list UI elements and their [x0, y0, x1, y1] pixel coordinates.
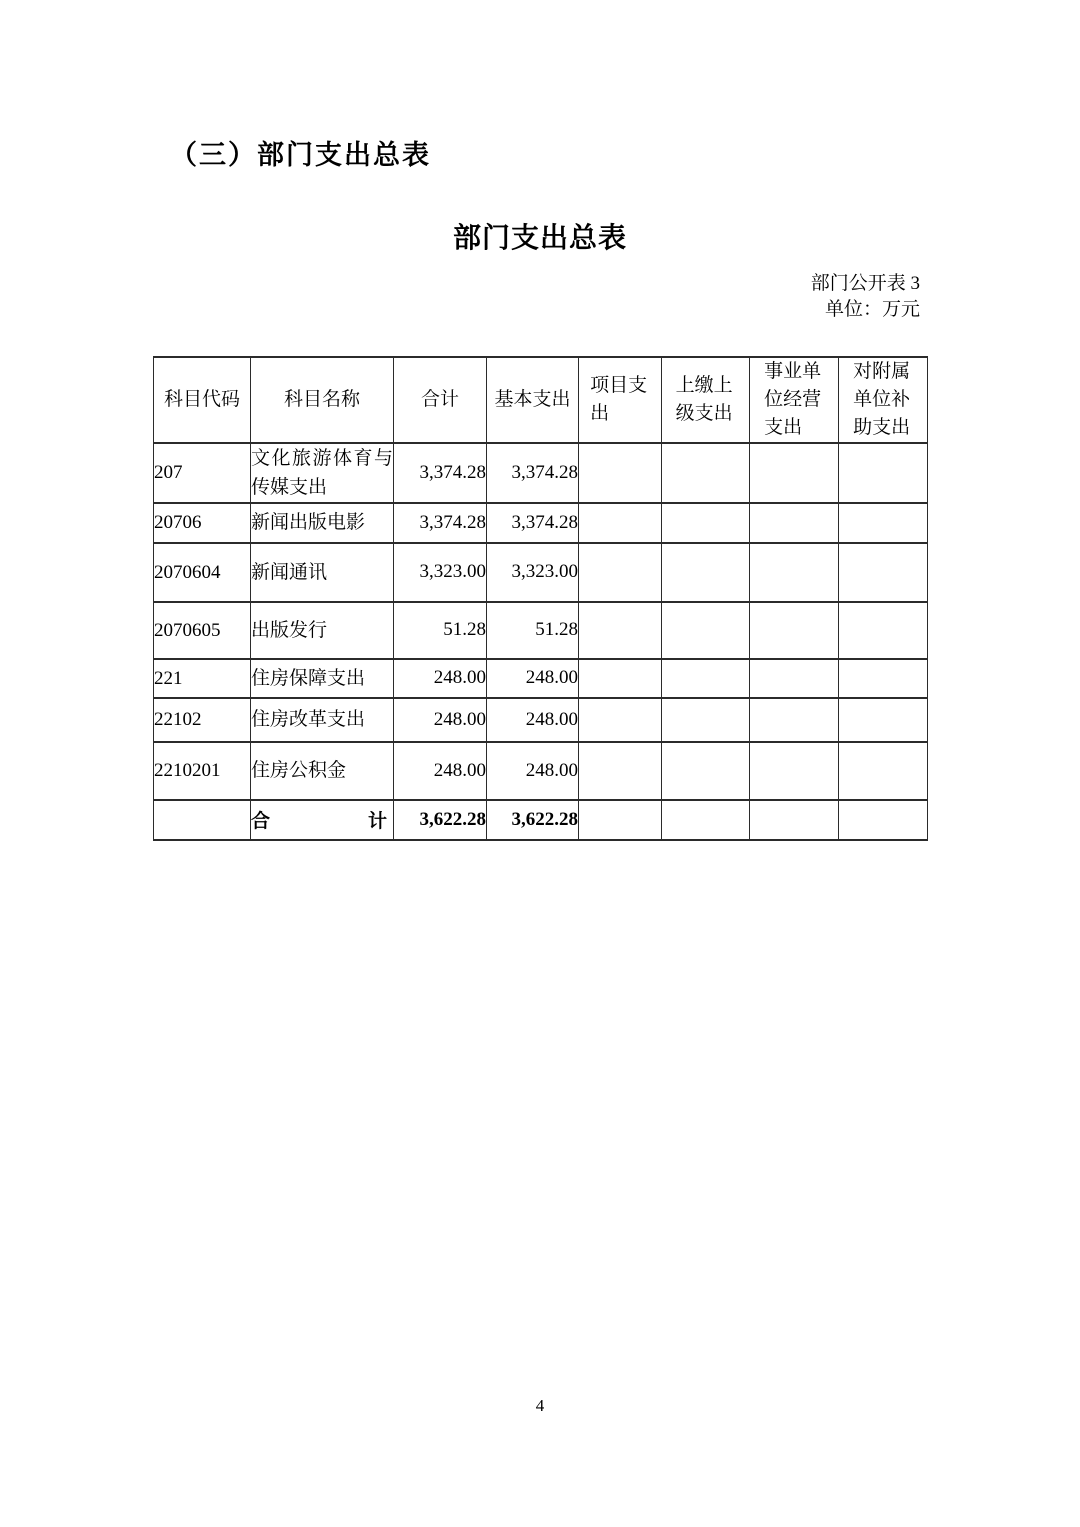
table-meta [0, 271, 920, 323]
operating-cell [750, 698, 839, 742]
subsidy-cell [839, 659, 928, 698]
header-subsidy-to-affiliates: 对附属单位补助支出 [839, 357, 928, 443]
project-cell [579, 698, 662, 742]
total-cell: 3,622.28 [394, 800, 487, 840]
operating-cell [750, 443, 839, 503]
name-cell: 住房公积金 [251, 742, 394, 800]
code-cell: 20706 [154, 503, 251, 543]
header-subject-name: 科目名称 [251, 357, 394, 443]
total-cell: 3,374.28 [394, 443, 487, 503]
paid-to-superior-cell [662, 698, 750, 742]
operating-cell [750, 742, 839, 800]
total-cell: 3,374.28 [394, 503, 487, 543]
basic-cell: 3,374.28 [487, 503, 579, 543]
project-cell [579, 503, 662, 543]
basic-cell: 51.28 [487, 602, 579, 659]
paid-to-superior-cell [662, 742, 750, 800]
basic-cell: 248.00 [487, 659, 579, 698]
code-cell: 22102 [154, 698, 251, 742]
table-row [154, 443, 928, 503]
paid-to-superior-cell [662, 800, 750, 840]
header-basic-expenditure: 基本支出 [487, 357, 579, 443]
header-subject-code: 科目代码 [154, 357, 251, 443]
code-cell: 2070605 [154, 602, 251, 659]
project-cell [579, 742, 662, 800]
table-title: 部门支出总表 [452, 222, 627, 254]
operating-cell [750, 602, 839, 659]
name-cell: 新闻出版电影 [251, 503, 394, 543]
subsidy-cell [839, 602, 928, 659]
header-project-expenditure: 项目支出 [579, 357, 662, 443]
total-row [154, 800, 928, 840]
basic-cell: 248.00 [487, 698, 579, 742]
page-number: 4 [535, 1396, 545, 1415]
operating-cell [750, 800, 839, 840]
table-row [154, 503, 928, 543]
paid-to-superior-cell [662, 602, 750, 659]
unit-label: 单位：万元 [824, 298, 920, 320]
total-cell: 248.00 [394, 698, 487, 742]
paid-to-superior-cell [662, 659, 750, 698]
table-label: 部门公开表 3 [810, 272, 920, 294]
operating-cell [750, 503, 839, 543]
total-cell: 51.28 [394, 602, 487, 659]
header-total: 合计 [394, 357, 487, 443]
table-row [154, 698, 928, 742]
subsidy-cell [839, 543, 928, 602]
subsidy-cell [839, 800, 928, 840]
basic-cell: 3,323.00 [487, 543, 579, 602]
project-cell [579, 543, 662, 602]
subsidy-cell [839, 443, 928, 503]
project-cell [579, 443, 662, 503]
operating-cell [750, 543, 839, 602]
expenditure-summary-table [153, 356, 928, 841]
name-cell: 新闻通讯 [251, 543, 394, 602]
subsidy-cell [839, 698, 928, 742]
header-operating-expenditure: 事业单位经营支出 [750, 357, 839, 443]
paid-to-superior-cell [662, 443, 750, 503]
name-cell: 文化旅游体育与传媒支出 [251, 443, 394, 503]
basic-cell: 3,622.28 [487, 800, 579, 840]
name-cell: 住房保障支出 [251, 659, 394, 698]
operating-cell [750, 659, 839, 698]
total-cell: 3,323.00 [394, 543, 487, 602]
total-cell: 248.00 [394, 659, 487, 698]
total-label: 合 计 [251, 811, 387, 833]
paid-to-superior-cell [662, 543, 750, 602]
subsidy-cell [839, 503, 928, 543]
header-row [154, 357, 928, 443]
code-cell: 2210201 [154, 742, 251, 800]
project-cell [579, 659, 662, 698]
subsidy-cell [839, 742, 928, 800]
section-heading: （三）部门支出总表 [170, 140, 431, 170]
basic-cell: 248.00 [487, 742, 579, 800]
header-paid-to-superior: 上缴上级支出 [662, 357, 750, 443]
name-cell: 住房改革支出 [251, 698, 394, 742]
paid-to-superior-cell [662, 503, 750, 543]
table-row [154, 659, 928, 698]
table-row [154, 602, 928, 659]
basic-cell: 3,374.28 [487, 443, 579, 503]
project-cell [579, 800, 662, 840]
table-row [154, 742, 928, 800]
total-label-cell [251, 800, 394, 840]
code-cell [154, 800, 251, 840]
name-cell: 出版发行 [251, 602, 394, 659]
total-cell: 248.00 [394, 742, 487, 800]
project-cell [579, 602, 662, 659]
table-row [154, 543, 928, 602]
code-cell: 207 [154, 443, 251, 503]
code-cell: 2070604 [154, 543, 251, 602]
code-cell: 221 [154, 659, 251, 698]
